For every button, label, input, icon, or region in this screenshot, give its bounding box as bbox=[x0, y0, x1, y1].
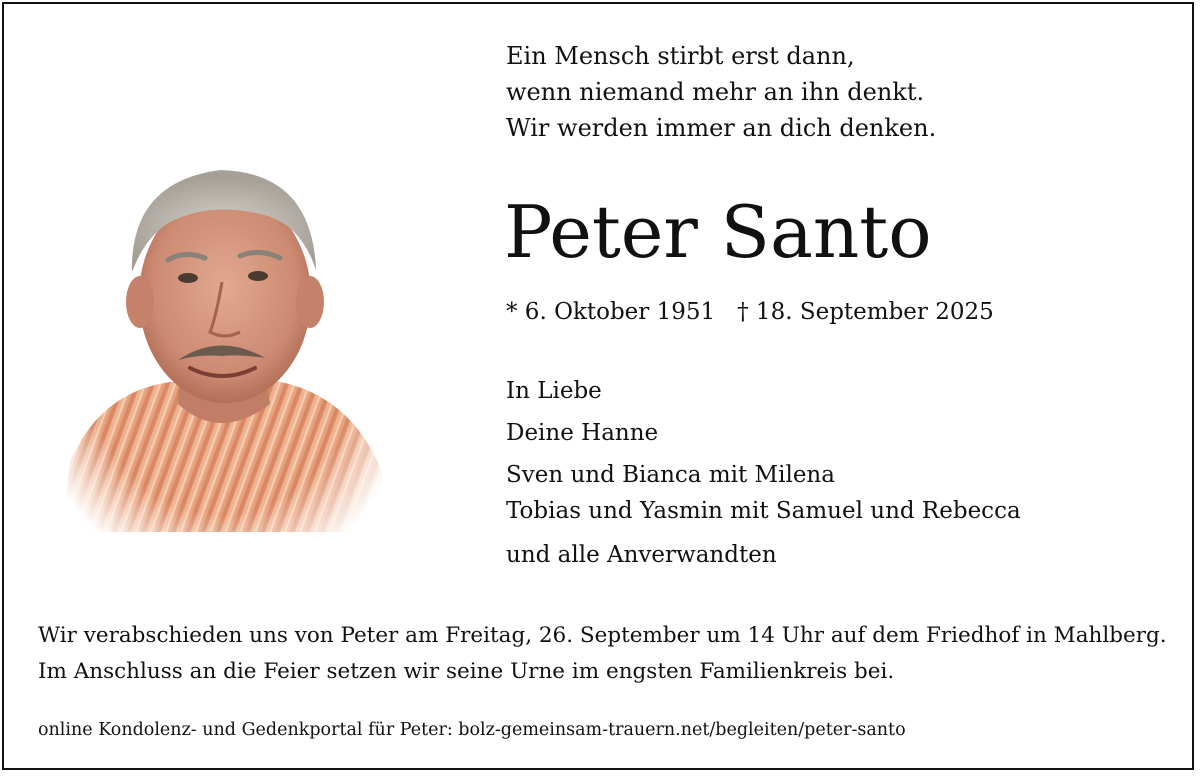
quote-line: wenn niemand mehr an ihn denkt. bbox=[506, 78, 925, 106]
quote-line: Ein Mensch stirbt erst dann, bbox=[506, 42, 855, 70]
portrait-photo bbox=[60, 142, 382, 532]
mourners-list bbox=[506, 373, 1021, 573]
mourner-line: Tobias und Yasmin mit Samuel und Rebecca bbox=[506, 498, 1021, 524]
notice-line: Wir verabschieden uns von Peter am Freitag, 26. September um 14 Uhr auf dem Friedhof in Mahlberg. bbox=[38, 623, 1167, 648]
mourner-line: Sven und Bianca mit Milena bbox=[506, 462, 835, 488]
obituary-card bbox=[2, 2, 1194, 770]
mourner-line: und alle Anverwandten bbox=[506, 542, 777, 568]
mourner-line: Deine Hanne bbox=[506, 420, 659, 446]
quote-line: Wir werden immer an dich denken. bbox=[506, 114, 937, 142]
birth-date: * 6. Oktober 1951 bbox=[506, 299, 716, 325]
death-date: † 18. September 2025 bbox=[737, 299, 994, 325]
life-dates bbox=[506, 294, 994, 330]
memorial-quote bbox=[506, 38, 1026, 146]
condolence-portal-text: online Kondolenz- und Gedenkportal für Peter: bolz-gemeinsam-trauern.net/begleiten/peter-santo bbox=[38, 720, 906, 740]
funeral-notice bbox=[38, 618, 1167, 690]
deceased-name: Peter Santo bbox=[504, 190, 932, 274]
greeting: In Liebe bbox=[506, 378, 602, 404]
notice-line: Im Anschluss an die Feier setzen wir seine Urne im engsten Familienkreis bei. bbox=[38, 659, 895, 684]
